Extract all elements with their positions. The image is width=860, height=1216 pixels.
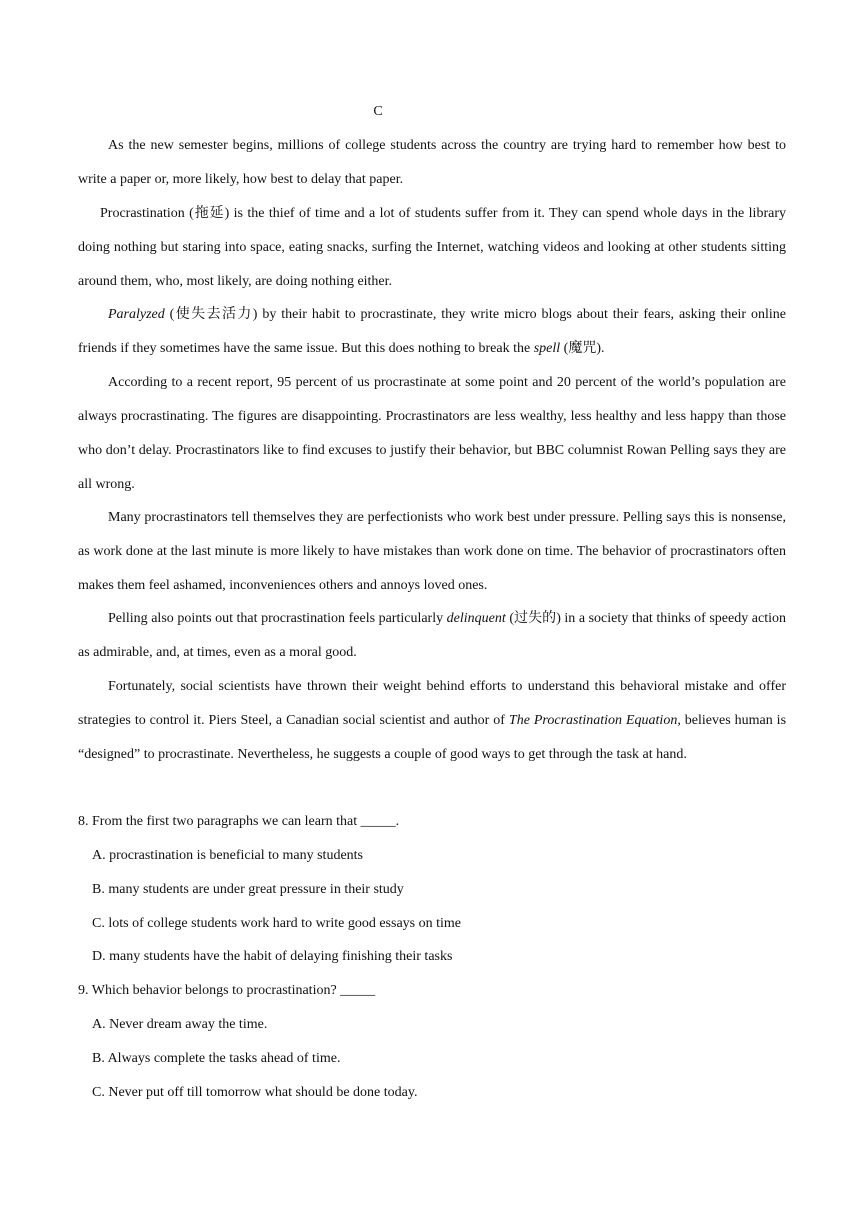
paragraph-7-end: , believes human is “designed” to procrastinate. Nevertheless, he suggests a couple of good ways to get through the task at hand. xyxy=(78,713,787,762)
question-9-option-c[interactable]: C. Never put off till tomorrow what should be done today. xyxy=(92,1085,418,1100)
question-9-stem: 9. Which behavior belongs to procrastination? _____ xyxy=(78,983,376,998)
italic-term-paralyzed: Paralyzed xyxy=(108,307,165,322)
paragraph-7 xyxy=(78,670,786,772)
italic-book-title: The Procrastination Equation xyxy=(508,713,678,728)
paragraph-3-end: (魔咒). xyxy=(560,341,605,356)
paragraph-3 xyxy=(78,298,786,366)
passage-heading: C xyxy=(373,104,383,119)
italic-term-spell: spell xyxy=(533,341,561,356)
question-9-option-a[interactable]: A. Never dream away the time. xyxy=(92,1017,268,1032)
question-8-option-a[interactable]: A. procrastination is beneficial to many students xyxy=(92,848,363,863)
question-8-option-b[interactable]: B. many students are under great pressure in their study xyxy=(92,882,404,897)
paragraph-6 xyxy=(78,602,786,670)
paragraph-6-text: Pelling also points out that procrastination feels particularly xyxy=(108,611,447,626)
question-8-stem: 8. From the first two paragraphs we can learn that _____. xyxy=(78,814,400,829)
paragraph-1: As the new semester begins, millions of college students across the country are trying hard to remember how best to write a paper or, more likely, how best to delay that paper. xyxy=(78,138,786,187)
paragraph-6-end: (过失的) in a society that thinks of speedy action as admirable, and, at times, even as a moral good. xyxy=(78,611,786,660)
italic-term-delinquent: delinquent xyxy=(446,611,506,626)
paragraph-4: According to a recent report, 95 percent of us procrastinate at some point and 20 percent of the world’s population are always procrastinating. The figures are disappointing. Procrastinators are less wealthy, less healthy and less happy than those who don’t delay. Procrastinators like to find excuses to justify their behavior, but BBC columnist Rowan Pelling says they are all wrong. xyxy=(78,375,786,492)
paragraph-3-text: (使失去活力) by their habit to procrastinate, they write micro blogs about their fears, asking their online friends if they sometimes have the same issue. But this does nothing to break the xyxy=(78,307,786,356)
question-8-option-c[interactable]: C. lots of college students work hard to write good essays on time xyxy=(92,916,461,931)
question-9-option-b[interactable]: B. Always complete the tasks ahead of time. xyxy=(92,1051,341,1066)
paragraph-2: Procrastination (拖延) is the thief of time and a lot of students suffer from it. They can spend whole days in the library doing nothing but staring into space, eating snacks, surfing the Internet, watching videos and looking at other students sitting around them, who, most likely, are doing nothing either. xyxy=(78,206,786,289)
question-8-option-d[interactable]: D. many students have the habit of delaying finishing their tasks xyxy=(92,949,453,964)
paragraph-7-text: Fortunately, social scientists have thrown their weight behind efforts to understand this behavioral mistake and offer strategies to control it. Piers Steel, a Canadian social scientist and author of xyxy=(78,679,786,728)
paragraph-5: Many procrastinators tell themselves they are perfectionists who work best under pressure. Pelling says this is nonsense, as work done at the last minute is more likely to have mistakes than work done on time. The behavior of procrastinators often makes them feel ashamed, inconveniences others and annoys loved ones. xyxy=(78,510,786,593)
